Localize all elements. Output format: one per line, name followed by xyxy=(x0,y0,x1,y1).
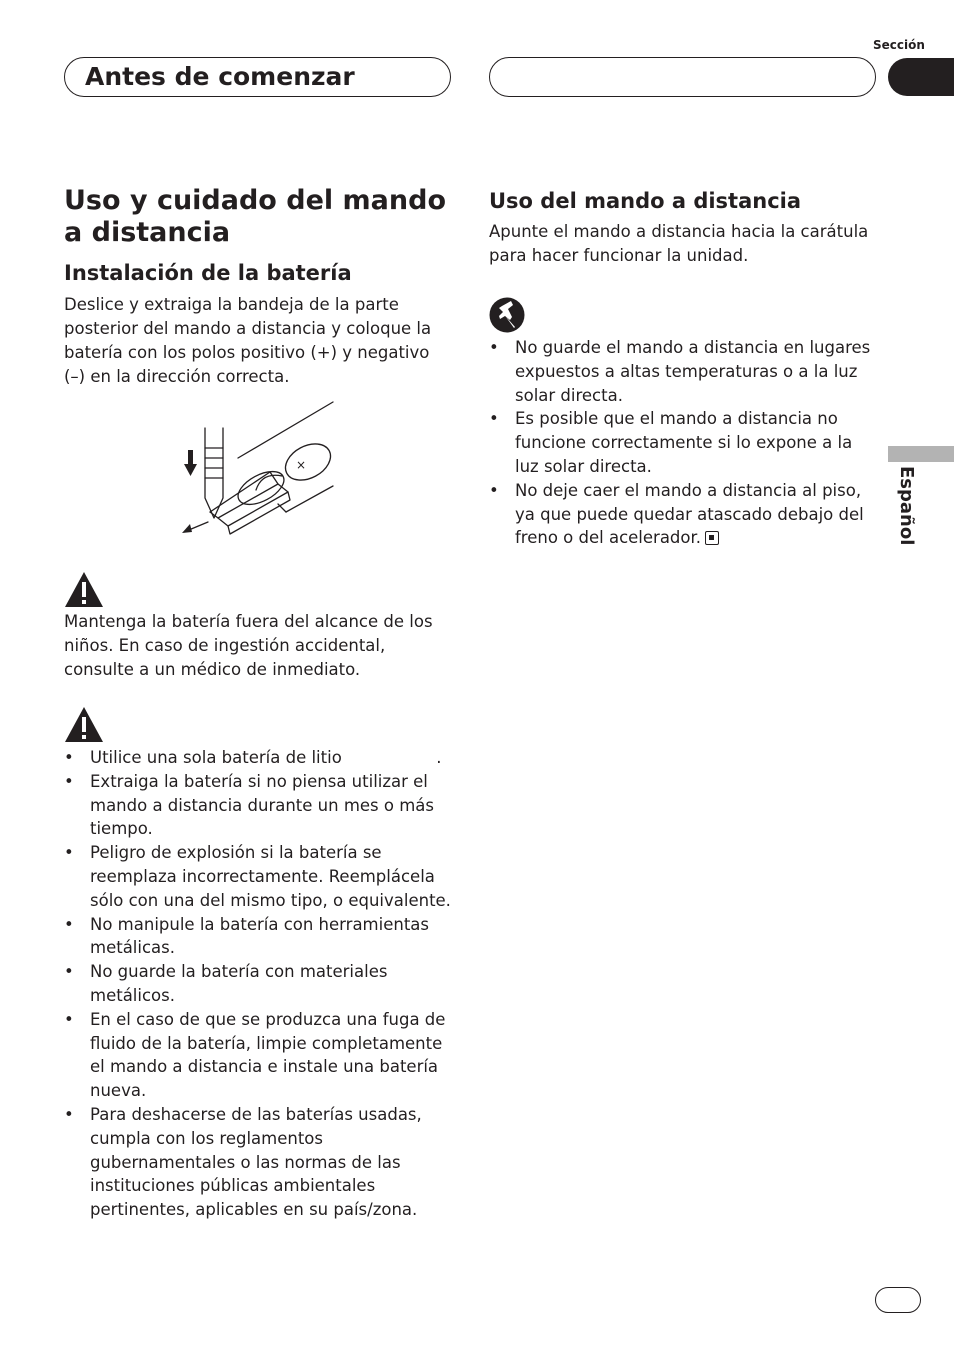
language-tab xyxy=(888,446,954,462)
language-label: Español xyxy=(896,466,917,546)
header-right-frame xyxy=(489,57,876,97)
list-item xyxy=(489,479,881,550)
list-item-text: No deje caer el mando a distancia al piso, ya que puede quedar atascado debajo del freno o del acelerador. xyxy=(515,480,864,548)
list-item: • No manipule la batería con herramientas metálicas. xyxy=(64,913,452,961)
list-item: • Utilice una sola batería de litio . xyxy=(64,746,452,770)
header-title: Antes de comenzar xyxy=(85,62,355,91)
section-label: Sección xyxy=(873,38,925,52)
warning-triangle-icon xyxy=(64,706,104,743)
install-heading: Instalación de la batería xyxy=(64,261,352,285)
section-number-tab xyxy=(888,58,954,96)
main-heading: Uso y cuidado del mando a distancia xyxy=(64,185,446,248)
battery-install-illustration xyxy=(178,400,338,540)
caution-list xyxy=(64,746,452,1222)
end-square-icon xyxy=(705,531,719,545)
important-list xyxy=(489,336,881,550)
list-item: • No guarde la batería con materiales metálicos. xyxy=(64,960,452,1008)
pushpin-icon xyxy=(489,297,525,333)
svg-text:×: × xyxy=(296,458,307,472)
warning-text: Mantenga la batería fuera del alcance de los niños. En caso de ingestión accidental, consulte a un médico de inmediato. xyxy=(64,612,433,679)
list-item: • Para deshacerse de las baterías usadas, cumpla con los reglamentos gubernamentales o las normas de las instituciones públicas ambientales pertinentes, aplicables en su país/zona. xyxy=(64,1103,452,1222)
list-item: • Extraiga la batería si no piensa utilizar el mando a distancia durante un mes o más tiempo. xyxy=(64,770,452,841)
list-item: • En el caso de que se produzca una fuga de fluido de la batería, limpie completamente el mando a distancia e instale una batería nueva. xyxy=(64,1008,452,1103)
list-item: • No guarde el mando a distancia en lugares expuestos a altas temperaturas o a la luz solar directa. xyxy=(489,336,881,407)
warning-triangle-icon xyxy=(64,571,104,608)
list-item: • Es posible que el mando a distancia no funcione correctamente si lo expone a la luz solar directa. xyxy=(489,407,881,478)
use-text: Apunte el mando a distancia hacia la carátula para hacer funcionar la unidad. xyxy=(489,222,869,265)
page-number-frame xyxy=(875,1287,921,1313)
install-text: Deslice y extraiga la bandeja de la parte posterior del mando a distancia y coloque la batería con los polos positivo (+) y negativo (–) en la dirección correcta. xyxy=(64,295,432,386)
use-heading: Uso del mando a distancia xyxy=(489,189,802,213)
list-item: • Peligro de explosión si la batería se reemplaza incorrectamente. Reemplácela sólo con una del mismo tipo, o equivalente. xyxy=(64,841,452,912)
